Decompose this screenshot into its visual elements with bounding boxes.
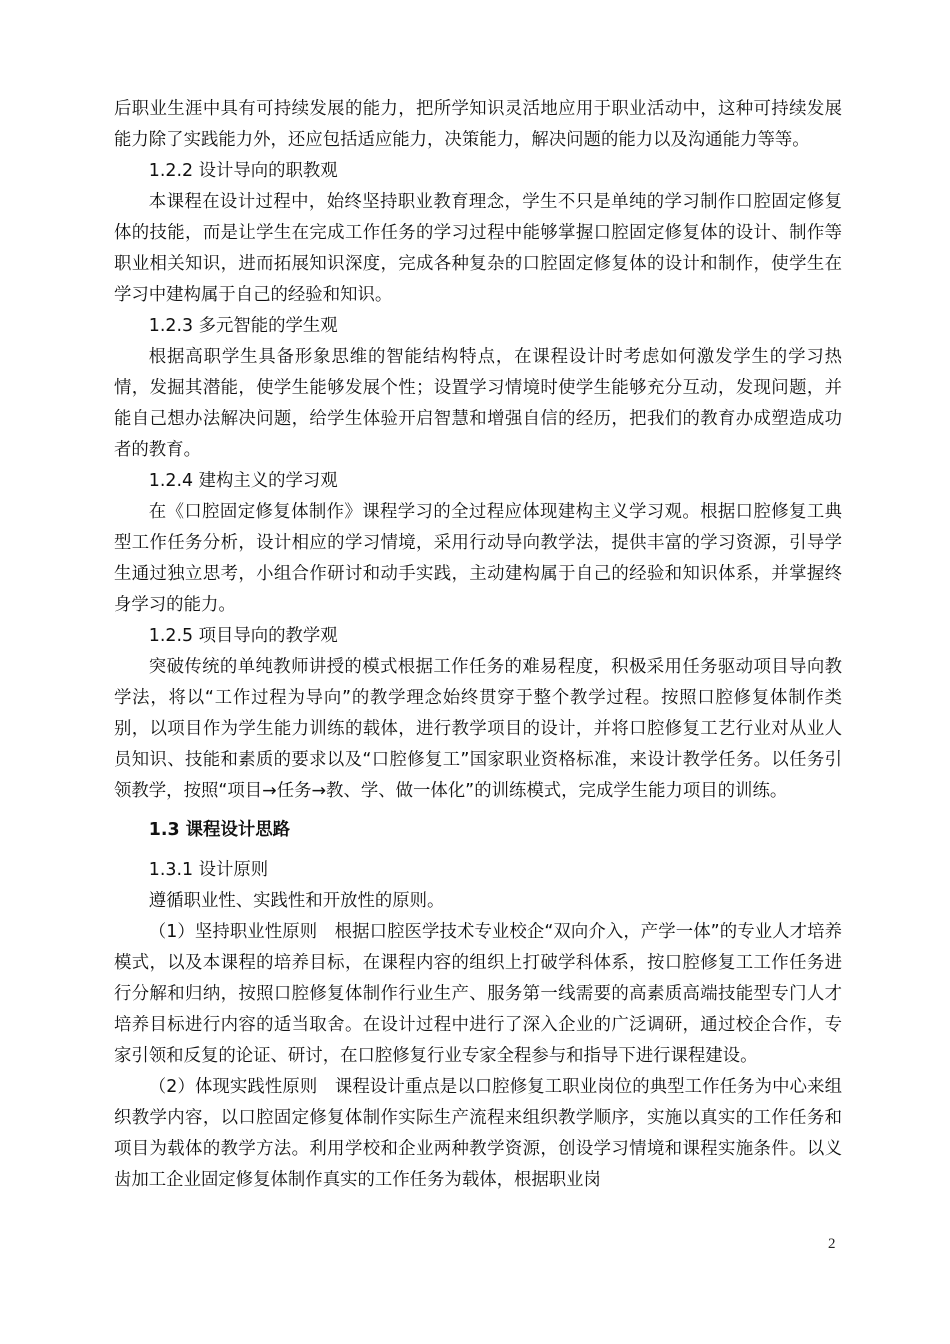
document-body xyxy=(114,94,842,1196)
paragraph: （2）体现实践性原则 课程设计重点是以口腔修复工职业岗位的典型工作任务为中心来组织教学内容，以口腔固定修复体制作实际生产流程来组织教学顺序，实施以真实的工作任务和项目为载体的教学方法。利用学校和企业两种教学资源，创设学习情境和课程实施条件。以义齿加工企业固定修复体制作真实的工作任务为载体，根据职业岗 xyxy=(114,1077,842,1190)
paragraph: 突破传统的单纯教师讲授的模式根据工作任务的难易程度，积极采用任务驱动项目导向教学法，将以“工作过程为导向”的教学理念始终贯穿于整个教学过程。按照口腔修复体制作类别，以项目作为学生能力训练的载体，进行教学项目的设计，并将口腔修复工艺行业对从业人员知识、技能和素质的要求以及“口腔修复工”国家职业资格标准，来设计教学任务。以任务引领教学，按照“项目→任务→教、学、做一体化”的训练模式，完成学生能力项目的训练。 xyxy=(114,657,842,801)
paragraph: 遵循职业性、实践性和开放性的原则。 xyxy=(148,891,445,911)
paragraph-continuation: 后职业生涯中具有可持续发展的能力，把所学知识灵活地应用于职业活动中，这种可持续发展能力除了实践能力外，还应包括适应能力，决策能力，解决问题的能力以及沟通能力等等。 xyxy=(114,99,842,150)
paragraph: 根据高职学生具备形象思维的智能结构特点，在课程设计时考虑如何激发学生的学习热情，发掘其潜能，使学生能够发展个性；设置学习情境时使学生能够充分互动，发现问题，并能自己想办法解决问题，给学生体验开启智慧和增强自信的经历，把我们的教育办成塑造成功者的教育。 xyxy=(114,347,842,460)
section-heading-1-2-5: 1.2.5 项目导向的教学观 xyxy=(148,626,338,646)
section-heading-1-3-1: 1.3.1 设计原则 xyxy=(148,860,269,880)
paragraph: 本课程在设计过程中，始终坚持职业教育理念，学生不只是单纯的学习制作口腔固定修复体的技能，而是让学生在完成工作任务的学习过程中能够掌握口腔固定修复体的设计、制作等职业相关知识，进而拓展知识深度，完成各种复杂的口腔固定修复体的设计和制作，使学生在学习中建构属于自己的经验和知识。 xyxy=(114,192,842,305)
page-number: 2 xyxy=(828,1236,836,1252)
section-heading-1-2-2: 1.2.2 设计导向的职教观 xyxy=(148,161,338,181)
section-heading-1-2-4: 1.2.4 建构主义的学习观 xyxy=(148,471,338,491)
paragraph: （1）坚持职业性原则 根据口腔医学技术专业校企“双向介入，产学一体”的专业人才培养模式，以及本课程的培养目标，在课程内容的组织上打破学科体系，按口腔修复工工作任务进行分解和归纳，按照口腔修复体制作行业生产、服务第一线需要的高素质高端技能型专门人才培养目标进行内容的适当取舍。在设计过程中进行了深入企业的广泛调研，通过校企合作，专家引领和反复的论证、研讨，在口腔修复行业专家全程参与和指导下进行课程建设。 xyxy=(114,922,842,1066)
section-heading-1-3: 1.3 课程设计思路 xyxy=(148,820,291,840)
section-heading-1-2-3: 1.2.3 多元智能的学生观 xyxy=(148,316,338,336)
paragraph: 在《口腔固定修复体制作》课程学习的全过程应体现建构主义学习观。根据口腔修复工典型工作任务分析，设计相应的学习情境，采用行动导向教学法，提供丰富的学习资源，引导学生通过独立思考，小组合作研讨和动手实践，主动建构属于自己的经验和知识体系，并掌握终身学习的能力。 xyxy=(114,502,842,615)
